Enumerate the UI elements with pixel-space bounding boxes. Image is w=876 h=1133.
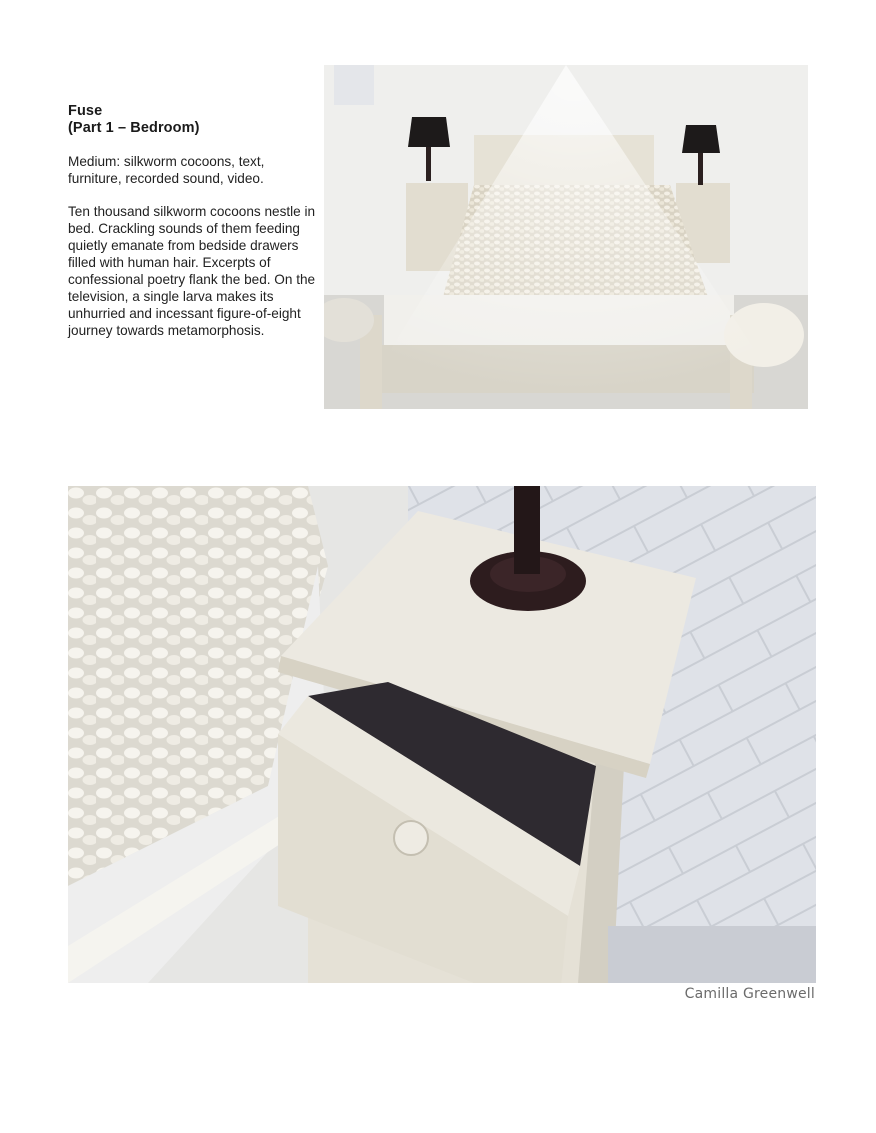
artwork-title: Fuse (68, 103, 103, 119)
bedroom-installation-photo (324, 65, 808, 409)
nightstand-photo-illustration (68, 486, 816, 983)
artwork-description: Ten thousand silkworm cocoons nestle in bed. Crackling sounds of them feeding quietly emanate from bedside drawers filled with human hair. Excerpts of confessional poetry flank the bed. On the television, a single larva makes its unhurried and incessant figure-of-eight journey towards metamorphosis. (68, 204, 316, 338)
artwork-medium: Medium: silkworm cocoons, text, furniture, recorded sound, video. (68, 154, 265, 186)
bed-photo-illustration (324, 65, 808, 409)
photo-credit: Camilla Greenwell (684, 986, 815, 1002)
artwork-subtitle: (Part 1 – Bedroom) (68, 120, 200, 136)
artwork-caption (68, 103, 318, 339)
nightstand-detail-photo (68, 486, 816, 983)
